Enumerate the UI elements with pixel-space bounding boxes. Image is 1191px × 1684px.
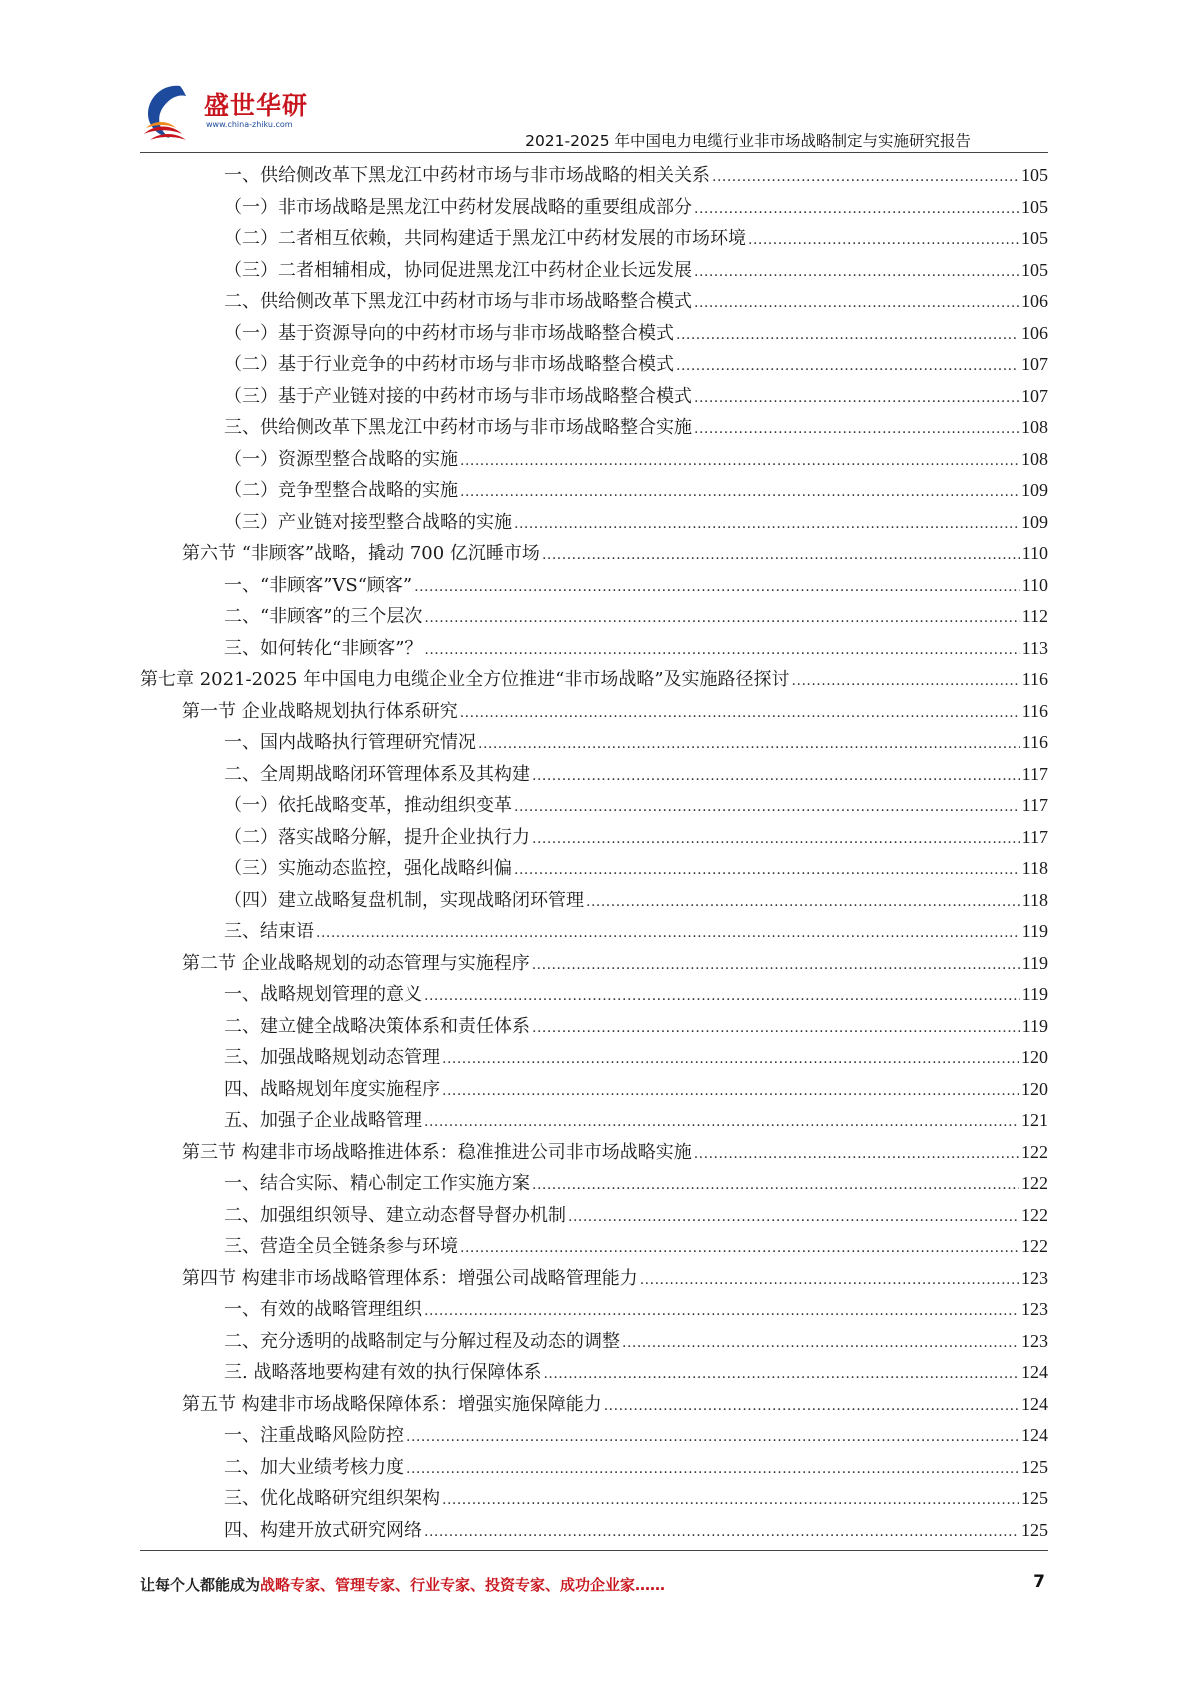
toc-entry-title: （四）建立战略复盘机制，实现战略闭环管理: [224, 889, 584, 911]
toc-entry[interactable]: [140, 696, 1048, 728]
toc-entry-title: （一）资源型整合战略的实施: [224, 448, 458, 470]
toc-leader-dots: [414, 572, 1020, 604]
toc-entry-page: 125: [1021, 1519, 1048, 1540]
toc-entry-title: 一、供给侧改革下黑龙江中药材市场与非市场战略的相关关系: [224, 165, 710, 186]
toc-leader-dots: [748, 225, 1019, 257]
toc-entry-page: 112: [1021, 606, 1048, 626]
toc-entry-title: 第二节 企业战略规划的动态管理与实施程序: [182, 952, 530, 974]
toc-entry[interactable]: [140, 1420, 1048, 1452]
toc-entry-title: 第一节 企业战略规划执行体系研究: [182, 700, 458, 722]
toc-entry[interactable]: [140, 727, 1048, 759]
toc-entry-page: 122: [1021, 1141, 1048, 1162]
toc-entry[interactable]: [140, 538, 1048, 570]
toc-leader-dots: [792, 666, 1020, 698]
toc-entry-title: 二、建立健全战略决策体系和责任体系: [224, 1015, 530, 1037]
company-logo: [140, 80, 320, 150]
header-divider: [140, 152, 1048, 153]
toc-entry-page: 121: [1021, 1110, 1048, 1130]
toc-leader-dots: [694, 383, 1019, 415]
toc-entry-page: 116: [1021, 700, 1048, 721]
toc-entry-page: 108: [1021, 448, 1048, 469]
toc-entry-page: 122: [1021, 1173, 1048, 1193]
page-number: 7: [1033, 1572, 1045, 1592]
footer-divider: [140, 1550, 1048, 1551]
toc-leader-dots: [532, 824, 1020, 856]
toc-entry-title: （一）非市场战略是黑龙江中药材发展战略的重要组成部分: [224, 196, 692, 218]
toc-entry-page: 110: [1021, 574, 1048, 595]
toc-entry-page: 105: [1021, 228, 1048, 248]
toc-leader-dots: [460, 446, 1019, 478]
toc-entry[interactable]: [140, 1042, 1048, 1074]
toc-entry[interactable]: [140, 381, 1048, 413]
toc-entry[interactable]: [140, 1168, 1048, 1200]
toc-entry-page: 117: [1021, 826, 1048, 847]
toc-entry-title: （二）二者相互依赖，共同构建适于黑龙江中药材发展的市场环境: [224, 228, 746, 249]
toc-entry[interactable]: [140, 160, 1048, 192]
toc-entry[interactable]: [140, 475, 1048, 507]
toc-entry[interactable]: [140, 349, 1048, 381]
toc-entry-title: 三、供给侧改革下黑龙江中药材市场与非市场战略整合实施: [224, 417, 692, 438]
toc-entry-title: 三、结束语: [224, 921, 314, 942]
toc-leader-dots: [532, 1170, 1019, 1202]
toc-entry[interactable]: [140, 885, 1048, 917]
toc-entry-page: 113: [1021, 637, 1048, 658]
table-of-contents: [140, 160, 1048, 1546]
toc-leader-dots: [542, 540, 1020, 572]
toc-entry-page: 107: [1021, 385, 1048, 406]
toc-entry-page: 117: [1021, 795, 1048, 815]
toc-entry-title: （二）基于行业竞争的中药材市场与非市场战略整合模式: [224, 354, 674, 375]
toc-entry-title: 一、有效的战略管理组织: [224, 1299, 422, 1320]
toc-entry-title: 第七章 2021-2025 年中国电力电缆企业全方位推进“非市场战略”及实施路径探讨: [140, 669, 790, 690]
toc-entry-title: 一、注重战略风险防控: [224, 1425, 404, 1446]
toc-leader-dots: [424, 1107, 1019, 1139]
footer-slogan-accent: 战略专家、管理专家、行业专家、投资专家、成功企业家……: [260, 1576, 666, 1594]
toc-leader-dots: [532, 950, 1020, 982]
toc-entry[interactable]: [140, 1326, 1048, 1358]
toc-leader-dots: [316, 918, 1020, 950]
toc-entry[interactable]: [140, 916, 1048, 948]
toc-entry-page: 124: [1021, 1425, 1048, 1445]
toc-entry-page: 120: [1021, 1047, 1048, 1067]
toc-entry-title: 二、全周期战略闭环管理体系及其构建: [224, 763, 530, 785]
toc-entry-page: 105: [1021, 165, 1048, 185]
toc-entry[interactable]: [140, 948, 1048, 980]
toc-leader-dots: [532, 1013, 1020, 1045]
toc-entry-title: （一）基于资源导向的中药材市场与非市场战略整合模式: [224, 322, 674, 344]
toc-leader-dots: [406, 1422, 1019, 1454]
toc-entry[interactable]: [140, 412, 1048, 444]
toc-entry[interactable]: [140, 1357, 1048, 1389]
toc-leader-dots: [532, 761, 1020, 793]
toc-entry[interactable]: [140, 444, 1048, 476]
toc-entry-page: 117: [1021, 763, 1048, 784]
toc-leader-dots: [676, 320, 1019, 352]
toc-leader-dots: [460, 477, 1019, 509]
toc-entry[interactable]: [140, 1011, 1048, 1043]
toc-entry-page: 107: [1021, 354, 1048, 374]
toc-leader-dots: [424, 1296, 1019, 1328]
toc-entry-page: 106: [1021, 291, 1048, 311]
toc-entry-page: 124: [1021, 1393, 1048, 1414]
toc-entry-page: 116: [1021, 669, 1048, 689]
toc-entry[interactable]: [140, 1231, 1048, 1263]
toc-entry-title: 二、充分透明的战略制定与分解过程及动态的调整: [224, 1330, 620, 1352]
toc-entry-page: 125: [1021, 1488, 1048, 1508]
toc-leader-dots: [586, 887, 1020, 919]
toc-entry-title: 二、加强组织领导、建立动态督导督办机制: [224, 1204, 566, 1226]
toc-entry-page: 119: [1021, 952, 1048, 973]
toc-entry-title: （三）产业链对接型整合战略的实施: [224, 511, 512, 533]
toc-entry[interactable]: [140, 633, 1048, 665]
toc-leader-dots: [424, 635, 1019, 667]
toc-leader-dots: [712, 162, 1019, 194]
toc-entry-page: 106: [1021, 322, 1048, 343]
toc-leader-dots: [424, 1517, 1019, 1549]
toc-leader-dots: [694, 414, 1019, 446]
toc-leader-dots: [442, 1485, 1019, 1517]
toc-entry[interactable]: [140, 664, 1048, 696]
toc-entry-title: （三）实施动态监控，强化战略纠偏: [224, 858, 512, 879]
toc-entry[interactable]: [140, 318, 1048, 350]
toc-entry[interactable]: [140, 759, 1048, 791]
toc-entry[interactable]: [140, 223, 1048, 255]
toc-entry-title: 第四节 构建非市场战略管理体系：增强公司战略管理能力: [182, 1267, 638, 1289]
toc-entry[interactable]: [140, 1483, 1048, 1515]
toc-entry[interactable]: [140, 1074, 1048, 1106]
toc-entry-page: 118: [1021, 858, 1048, 878]
toc-entry-page: 125: [1021, 1456, 1048, 1477]
toc-entry-title: （一）依托战略变革，推动组织变革: [224, 795, 512, 816]
toc-entry[interactable]: [140, 192, 1048, 224]
toc-entry-title: 四、战略规划年度实施程序: [224, 1078, 440, 1100]
toc-entry[interactable]: [140, 601, 1048, 633]
toc-entry-title: 二、“非顾客”的三个层次: [224, 606, 423, 627]
toc-entry-page: 116: [1021, 732, 1048, 752]
toc-entry-title: 一、结合实际、精心制定工作实施方案: [224, 1173, 530, 1194]
toc-entry[interactable]: [140, 507, 1048, 539]
toc-entry-page: 119: [1021, 1015, 1048, 1036]
toc-entry-page: 123: [1021, 1330, 1048, 1351]
toc-entry-page: 108: [1021, 417, 1048, 437]
toc-leader-dots: [694, 288, 1019, 320]
toc-leader-dots: [424, 603, 1019, 635]
toc-entry[interactable]: [140, 1137, 1048, 1169]
toc-leader-dots: [694, 194, 1019, 226]
toc-entry[interactable]: [140, 1515, 1048, 1547]
toc-entry[interactable]: [140, 255, 1048, 287]
toc-entry-page: 122: [1021, 1204, 1048, 1225]
toc-entry-title: 三. 战略落地要构建有效的执行保障体系: [224, 1362, 542, 1383]
logo-url: www.china-zhiku.com: [206, 120, 293, 129]
toc-leader-dots: [676, 351, 1019, 383]
toc-leader-dots: [622, 1328, 1019, 1360]
toc-entry-page: 109: [1021, 480, 1048, 500]
report-title: 2021-2025 年中国电力电缆行业非市场战略制定与实施研究报告: [525, 132, 971, 150]
toc-entry-title: 第六节 “非顾客”战略，撬动 700 亿沉睡市场: [182, 543, 540, 564]
toc-entry-title: 第三节 构建非市场战略推进体系：稳准推进公司非市场战略实施: [182, 1141, 692, 1163]
toc-entry-title: 四、构建开放式研究网络: [224, 1519, 422, 1541]
toc-entry[interactable]: [140, 570, 1048, 602]
toc-entry-page: 105: [1021, 196, 1048, 217]
toc-entry-title: 三、营造全员全链条参与环境: [224, 1236, 458, 1257]
toc-leader-dots: [694, 1139, 1019, 1171]
toc-leader-dots: [694, 257, 1019, 289]
toc-leader-dots: [568, 1202, 1019, 1234]
toc-entry[interactable]: [140, 822, 1048, 854]
toc-leader-dots: [442, 1044, 1019, 1076]
toc-entry[interactable]: [140, 790, 1048, 822]
toc-entry[interactable]: [140, 1105, 1048, 1137]
toc-leader-dots: [514, 509, 1019, 541]
logo-wordmark: 盛世华研: [204, 91, 309, 120]
toc-leader-dots: [514, 792, 1020, 824]
footer-slogan: [140, 1574, 665, 1595]
toc-entry-title: 一、战略规划管理的意义: [224, 984, 422, 1005]
toc-leader-dots: [640, 1265, 1019, 1297]
logo-emblem-icon: [140, 80, 206, 146]
toc-entry-page: 124: [1021, 1362, 1048, 1382]
toc-entry-page: 110: [1021, 543, 1048, 563]
page-header: [0, 0, 1191, 160]
toc-leader-dots: [460, 1233, 1019, 1265]
toc-leader-dots: [406, 1454, 1019, 1486]
toc-entry-page: 119: [1021, 921, 1048, 941]
toc-entry[interactable]: [140, 853, 1048, 885]
toc-entry-title: 二、加大业绩考核力度: [224, 1456, 404, 1478]
toc-leader-dots: [442, 1076, 1019, 1108]
toc-entry-page: 122: [1021, 1236, 1048, 1256]
toc-entry-title: 五、加强子企业战略管理: [224, 1110, 422, 1131]
toc-entry[interactable]: [140, 1294, 1048, 1326]
toc-entry[interactable]: [140, 1389, 1048, 1421]
toc-entry-title: 三、优化战略研究组织架构: [224, 1488, 440, 1509]
toc-entry-page: 118: [1021, 889, 1048, 910]
toc-leader-dots: [460, 698, 1020, 730]
toc-entry-title: （三）基于产业链对接的中药材市场与非市场战略整合模式: [224, 385, 692, 407]
toc-entry-page: 123: [1021, 1267, 1048, 1288]
toc-entry-page: 109: [1021, 511, 1048, 532]
toc-entry-title: （三）二者相辅相成，协同促进黑龙江中药材企业长远发展: [224, 259, 692, 281]
toc-entry-title: 第五节 构建非市场战略保障体系：增强实施保障能力: [182, 1393, 602, 1415]
toc-entry-title: （二）竞争型整合战略的实施: [224, 480, 458, 501]
toc-entry-title: 三、如何转化“非顾客”？: [224, 637, 423, 659]
toc-entry-title: 一、“非顾客”VS“顾客”: [224, 574, 413, 596]
footer-slogan-prefix: 让每个人都能成为: [140, 1576, 261, 1594]
toc-entry[interactable]: [140, 979, 1048, 1011]
toc-leader-dots: [424, 981, 1020, 1013]
toc-leader-dots: [604, 1391, 1019, 1423]
toc-entry-title: （二）落实战略分解，提升企业执行力: [224, 826, 530, 848]
toc-leader-dots: [478, 729, 1020, 761]
toc-entry-title: 一、国内战略执行管理研究情况: [224, 732, 476, 753]
toc-entry-title: 二、供给侧改革下黑龙江中药材市场与非市场战略整合模式: [224, 291, 692, 312]
toc-entry-title: 三、加强战略规划动态管理: [224, 1047, 440, 1068]
toc-entry[interactable]: [140, 1263, 1048, 1295]
toc-entry-page: 120: [1021, 1078, 1048, 1099]
toc-entry[interactable]: [140, 286, 1048, 318]
toc-entry[interactable]: [140, 1200, 1048, 1232]
toc-entry[interactable]: [140, 1452, 1048, 1484]
toc-entry-page: 119: [1021, 984, 1048, 1004]
toc-entry-page: 105: [1021, 259, 1048, 280]
toc-leader-dots: [543, 1359, 1019, 1391]
toc-entry-page: 123: [1021, 1299, 1048, 1319]
toc-leader-dots: [514, 855, 1020, 887]
